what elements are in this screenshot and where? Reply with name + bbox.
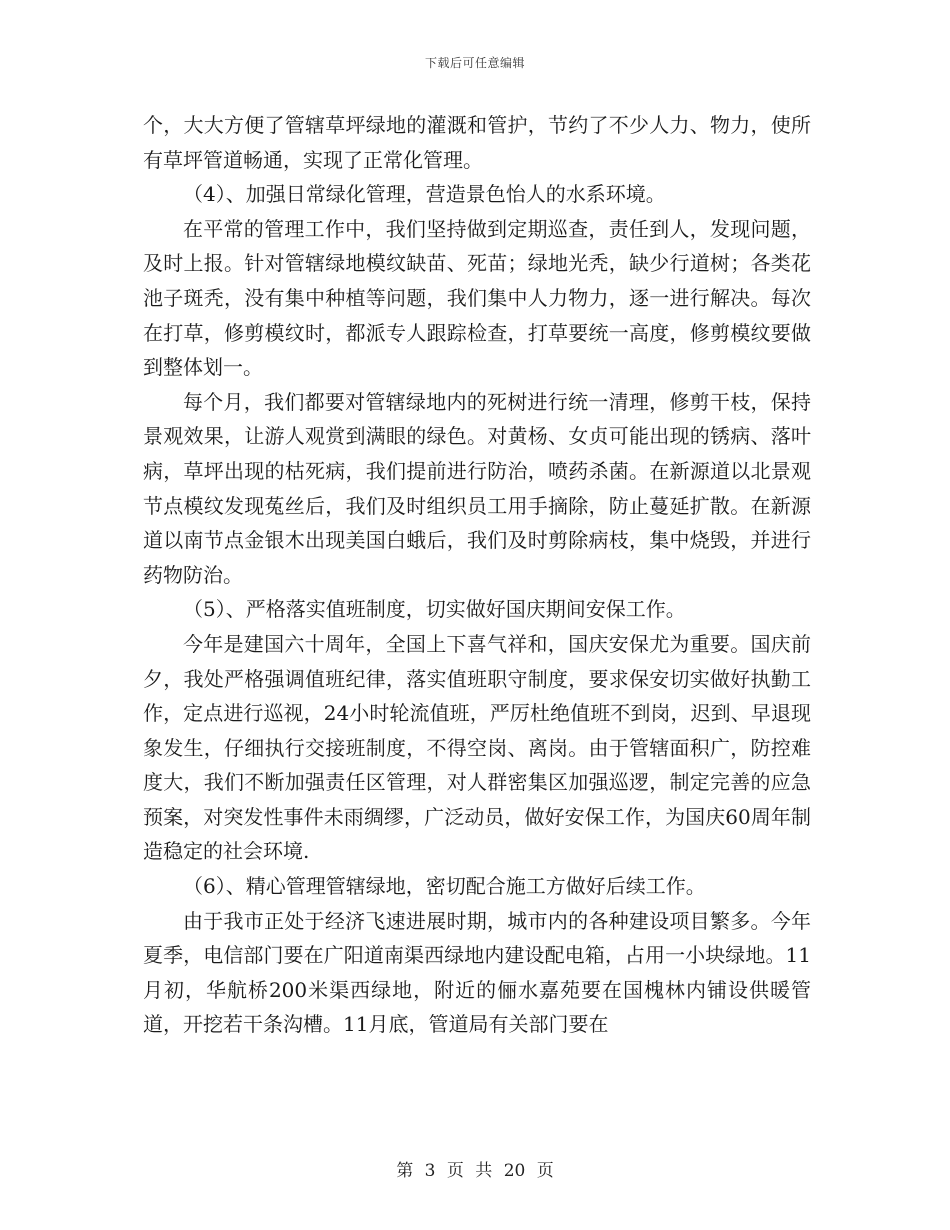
section-heading-5: （5）、严格落实值班制度，切实做好国庆期间安保工作。 xyxy=(183,597,686,622)
paragraph-1: 个，大大方便了管辖草坪绿地的灌溉和管护，节约了不少人力、物力，使所有草坪管道畅通，实现了正常化管理。 xyxy=(143,113,811,172)
page-header: 下载后可任意编辑 xyxy=(424,56,525,70)
section-heading-4: （4）、加强日常绿化管理，营造景色怡人的水系环境。 xyxy=(183,182,666,207)
section-heading-6: （6）、精心管理管辖绿地，密切配合施工方做好后续工作。 xyxy=(183,874,706,899)
page-footer: 第 3 页 共 20 页 xyxy=(396,1161,554,1181)
body-text xyxy=(143,108,811,1042)
paragraph-4: 今年是建国六十周年，全国上下喜气祥和，国庆安保尤为重要。国庆前夕，我处严格强调值班纪律，落实值班职守制度，要求保安切实做好执勤工作，定点进行巡视，24小时轮流值班，严厉杜绝值班不到岗，迟到、早退现象发生，仔细执行交接班制度，不得空岗、离岗。由于管辖面积广，防控难度大，我们不断加强责任区管理，对人群密集区加强巡逻，制定完善的应急预案，对突发性事件未雨绸缪，广泛动员，做好安保工作，为国庆60周年制造稳定的社会环境. xyxy=(143,631,811,864)
paragraph-5: 由于我市正处于经济飞速进展时期，城市内的各种建设项目繁多。今年夏季，电信部门要在广阳道南渠西绿地内建设配电箱，占用一小块绿地。11月初，华航桥200米渠西绿地，附近的俪水嘉苑要在国槐林内铺设供暖管道，开挖若干条沟槽。11月底，管道局有关部门要在 xyxy=(143,908,811,1037)
paragraph-2: 在平常的管理工作中，我们坚持做到定期巡查，责任到人，发现问题，及时上报。针对管辖绿地模纹缺苗、死苗；绿地光秃，缺少行道树；各类花池子斑秃，没有集中种植等问题，我们集中人力物力，逐一进行解决。每次在打草，修剪模纹时，都派专人跟踪检查，打草要统一高度，修剪模纹要做到整体划一。 xyxy=(143,216,811,380)
paragraph-3: 每个月，我们都要对管辖绿地内的死树进行统一清理，修剪干枝，保持景观效果，让游人观赏到满眼的绿色。对黄杨、女贞可能出现的锈病、落叶病，草坪出现的枯死病，我们提前进行防治，喷药杀菌。在新源道以北景观节点模纹发现菟丝后，我们及时组织员工用手摘除，防止蔓延扩散。在新源道以南节点金银木出现美国白蛾后，我们及时剪除病枝，集中烧毁，并进行药物防治。 xyxy=(143,389,811,587)
